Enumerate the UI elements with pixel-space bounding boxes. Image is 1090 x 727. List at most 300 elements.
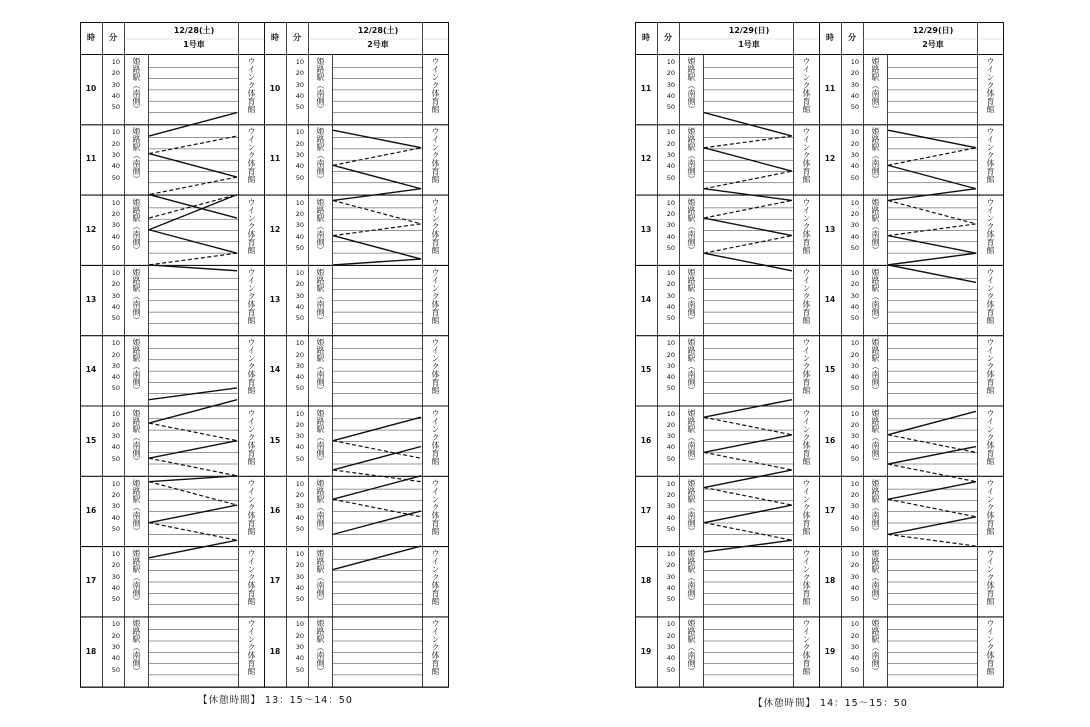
shuttle-trip-line bbox=[704, 400, 792, 418]
hour-label: 17 bbox=[824, 505, 836, 515]
minute-label: 20 bbox=[850, 420, 859, 429]
station-label-wink-gym: ウインク体育館 bbox=[247, 408, 256, 465]
station-label-himeji: 姫路駅（南側） bbox=[316, 338, 325, 395]
minute-label: 40 bbox=[850, 373, 859, 382]
date-header: 12/29(日) bbox=[912, 26, 954, 35]
minute-label: 20 bbox=[850, 209, 859, 218]
break-time-note-dec28 bbox=[198, 692, 353, 706]
shuttle-trip-line bbox=[333, 236, 421, 259]
minute-label: 50 bbox=[111, 384, 120, 393]
minute-label: 20 bbox=[295, 631, 304, 640]
minute-label: 20 bbox=[850, 491, 859, 500]
minute-label: 20 bbox=[111, 280, 120, 289]
minute-label: 50 bbox=[850, 103, 859, 112]
minute-label: 50 bbox=[111, 243, 120, 252]
shuttle-trip-line bbox=[704, 452, 792, 470]
shuttle-trip-line bbox=[333, 130, 421, 148]
minute-label: 50 bbox=[295, 665, 304, 674]
minute-label: 20 bbox=[666, 561, 675, 570]
shuttle-trip-line bbox=[888, 265, 976, 283]
hour-label: 16 bbox=[824, 435, 836, 445]
hour-label: 13 bbox=[269, 295, 281, 305]
station-label-wink-gym: ウインク体育館 bbox=[247, 478, 256, 535]
minute-label: 30 bbox=[111, 432, 120, 441]
minute-label: 40 bbox=[111, 162, 120, 171]
minute-label: 40 bbox=[666, 162, 675, 171]
hour-label: 15 bbox=[85, 435, 97, 445]
minute-label: 40 bbox=[850, 584, 859, 592]
minute-label: 20 bbox=[111, 209, 120, 218]
station-label-wink-gym: ウインク体育館 bbox=[247, 197, 256, 254]
minute-label: 20 bbox=[850, 139, 859, 148]
minute-label: 30 bbox=[850, 291, 859, 300]
minute-label: 10 bbox=[666, 198, 675, 207]
shuttle-trip-line bbox=[333, 224, 421, 236]
minute-label: 10 bbox=[850, 339, 859, 348]
minute-label: 50 bbox=[666, 103, 675, 112]
minute-label: 50 bbox=[111, 173, 120, 182]
station-label-himeji: 姫路駅（南側） bbox=[132, 549, 141, 606]
shuttle-trip-line bbox=[149, 423, 237, 441]
minute-label: 30 bbox=[666, 150, 675, 159]
minute-label: 30 bbox=[850, 150, 859, 159]
hour-label: 17 bbox=[269, 576, 281, 586]
timetable-page-dec29 bbox=[635, 22, 1003, 687]
minute-label: 50 bbox=[666, 454, 675, 463]
minute-label: 10 bbox=[666, 409, 675, 418]
minute-label: 50 bbox=[111, 665, 120, 674]
minute-label: 50 bbox=[666, 525, 675, 533]
shuttle-trip-line bbox=[149, 154, 237, 177]
station-label-himeji: 姫路駅（南側） bbox=[316, 57, 325, 113]
minute-label: 30 bbox=[666, 221, 675, 230]
minute-label: 40 bbox=[850, 162, 859, 171]
station-label-himeji: 姫路駅（南側） bbox=[316, 127, 325, 184]
shuttle-trip-line bbox=[333, 511, 421, 534]
minute-label: 50 bbox=[666, 173, 675, 182]
hour-column-header: 時 bbox=[87, 33, 95, 42]
station-label-himeji: 姫路駅（南側） bbox=[687, 478, 696, 535]
minute-label: 10 bbox=[666, 128, 675, 137]
station-label-himeji: 姫路駅（南側） bbox=[687, 197, 696, 254]
minute-label: 40 bbox=[666, 232, 675, 241]
minute-label: 10 bbox=[111, 58, 120, 66]
station-label-wink-gym: ウインク体育館 bbox=[247, 57, 256, 113]
minute-label: 30 bbox=[111, 643, 120, 651]
minute-label: 40 bbox=[666, 513, 675, 522]
bus-number-header: 2号車 bbox=[367, 40, 389, 49]
shuttle-trip-line bbox=[888, 534, 976, 546]
minute-label: 20 bbox=[666, 631, 675, 640]
minute-column-header: 分 bbox=[848, 33, 856, 42]
minute-label: 10 bbox=[666, 550, 675, 559]
shuttle-trip-line bbox=[888, 200, 976, 223]
minute-label: 30 bbox=[666, 361, 675, 370]
minute-label: 30 bbox=[666, 291, 675, 300]
shuttle-trip-line bbox=[149, 136, 237, 154]
minute-label: 50 bbox=[666, 665, 675, 674]
station-label-himeji: 姫路駅（南側） bbox=[871, 408, 880, 465]
minute-label: 50 bbox=[111, 525, 120, 533]
hour-label: 12 bbox=[640, 154, 652, 164]
shuttle-trip-line bbox=[704, 200, 792, 218]
shuttle-trip-line bbox=[333, 417, 421, 440]
minute-column-header: 分 bbox=[109, 33, 117, 42]
shuttle-trip-line bbox=[888, 499, 976, 517]
minute-label: 40 bbox=[111, 584, 120, 592]
minute-label: 20 bbox=[295, 209, 304, 218]
station-label-himeji: 姫路駅（南側） bbox=[132, 338, 141, 395]
station-label-wink-gym: ウインク体育館 bbox=[802, 127, 811, 184]
shuttle-trip-line bbox=[149, 195, 237, 230]
minute-label: 30 bbox=[850, 221, 859, 230]
shuttle-trip-line bbox=[704, 171, 792, 189]
minute-label: 40 bbox=[295, 513, 304, 522]
station-label-wink-gym: ウインク体育館 bbox=[986, 338, 995, 395]
station-label-himeji: 姫路駅（南側） bbox=[871, 338, 880, 395]
minute-label: 40 bbox=[111, 302, 120, 311]
minute-label: 20 bbox=[850, 350, 859, 359]
minute-label: 30 bbox=[111, 80, 120, 89]
hour-label: 14 bbox=[85, 365, 97, 375]
hour-label: 15 bbox=[640, 365, 652, 375]
minute-label: 50 bbox=[850, 384, 859, 393]
minute-label: 40 bbox=[666, 373, 675, 382]
minute-label: 50 bbox=[850, 314, 859, 323]
minute-label: 40 bbox=[666, 654, 675, 663]
minute-label: 30 bbox=[850, 80, 859, 89]
break-time-value: 14：15～15：50 bbox=[820, 698, 908, 709]
shuttle-trip-line bbox=[333, 447, 421, 470]
station-label-wink-gym: ウインク体育館 bbox=[802, 197, 811, 254]
hour-label: 15 bbox=[824, 365, 836, 375]
minute-label: 10 bbox=[295, 268, 304, 277]
station-label-himeji: 姫路駅（南側） bbox=[871, 197, 880, 254]
station-label-wink-gym: ウインク体育館 bbox=[431, 338, 440, 395]
minute-label: 50 bbox=[111, 103, 120, 112]
minute-label: 10 bbox=[666, 339, 675, 348]
shuttle-trip-line bbox=[888, 236, 976, 254]
station-label-himeji: 姫路駅（南側） bbox=[316, 478, 325, 535]
minute-label: 40 bbox=[295, 162, 304, 171]
bus-number-header: 1号車 bbox=[738, 40, 760, 49]
minute-label: 50 bbox=[295, 173, 304, 182]
hour-label: 17 bbox=[640, 505, 652, 515]
minute-label: 20 bbox=[295, 139, 304, 148]
minute-label: 40 bbox=[295, 302, 304, 311]
minute-label: 10 bbox=[850, 550, 859, 559]
minute-label: 50 bbox=[850, 173, 859, 182]
station-label-wink-gym: ウインク体育館 bbox=[247, 127, 256, 184]
minute-label: 40 bbox=[850, 91, 859, 100]
break-time-value: 13：15～14：50 bbox=[265, 695, 353, 706]
minute-label: 10 bbox=[666, 58, 675, 66]
shuttle-trip-line bbox=[704, 236, 792, 254]
minute-label: 30 bbox=[295, 291, 304, 300]
station-label-wink-gym: ウインク体育館 bbox=[986, 127, 995, 184]
minute-label: 50 bbox=[111, 314, 120, 323]
station-label-wink-gym: ウインク体育館 bbox=[986, 57, 995, 113]
shuttle-trip-line bbox=[704, 148, 792, 171]
minute-label: 10 bbox=[295, 550, 304, 559]
station-label-wink-gym: ウインク体育館 bbox=[431, 267, 440, 324]
hour-label: 17 bbox=[85, 576, 97, 586]
minute-label: 40 bbox=[295, 584, 304, 592]
station-label-wink-gym: ウインク体育館 bbox=[802, 338, 811, 395]
minute-label: 10 bbox=[666, 268, 675, 277]
shuttle-trip-line bbox=[888, 224, 976, 236]
minute-label: 20 bbox=[295, 420, 304, 429]
station-label-wink-gym: ウインク体育館 bbox=[431, 408, 440, 465]
bus-number-header: 1号車 bbox=[183, 40, 205, 49]
shuttle-trip-line bbox=[149, 177, 237, 195]
hour-label: 18 bbox=[85, 646, 97, 656]
station-label-himeji: 姫路駅（南側） bbox=[687, 127, 696, 184]
station-label-wink-gym: ウインク体育館 bbox=[986, 619, 995, 676]
minute-label: 10 bbox=[850, 620, 859, 629]
shuttle-trip-line bbox=[888, 447, 976, 465]
minute-label: 40 bbox=[111, 232, 120, 241]
minute-label: 40 bbox=[666, 91, 675, 100]
shuttle-trip-line bbox=[333, 259, 421, 265]
minute-label: 40 bbox=[295, 373, 304, 382]
minute-label: 30 bbox=[295, 432, 304, 441]
break-time-label: 【休憩時間】 bbox=[198, 695, 262, 706]
station-label-himeji: 姫路駅（南側） bbox=[871, 267, 880, 324]
minute-label: 10 bbox=[295, 339, 304, 348]
minute-label: 20 bbox=[111, 420, 120, 429]
shuttle-trip-line bbox=[149, 523, 237, 541]
minute-label: 30 bbox=[850, 361, 859, 370]
minute-label: 30 bbox=[666, 80, 675, 89]
minute-label: 10 bbox=[111, 128, 120, 137]
shuttle-trip-line bbox=[149, 458, 237, 476]
hour-label: 14 bbox=[824, 295, 836, 305]
minute-label: 10 bbox=[295, 198, 304, 207]
minute-label: 20 bbox=[666, 491, 675, 500]
minute-label: 10 bbox=[111, 339, 120, 348]
minute-label: 10 bbox=[295, 58, 304, 66]
station-label-wink-gym: ウインク体育館 bbox=[802, 408, 811, 465]
minute-label: 30 bbox=[295, 150, 304, 159]
station-label-himeji: 姫路駅（南側） bbox=[316, 619, 325, 676]
minute-label: 50 bbox=[295, 314, 304, 323]
minute-label: 20 bbox=[666, 69, 675, 78]
shuttle-trip-line bbox=[149, 441, 237, 459]
station-label-himeji: 姫路駅（南側） bbox=[871, 619, 880, 676]
hour-label: 12 bbox=[269, 224, 281, 234]
station-label-wink-gym: ウインク体育館 bbox=[802, 619, 811, 676]
hour-label: 18 bbox=[269, 646, 281, 656]
station-label-himeji: 姫路駅（南側） bbox=[316, 549, 325, 606]
minute-label: 10 bbox=[111, 550, 120, 559]
shuttle-trip-line bbox=[888, 464, 976, 482]
minute-label: 40 bbox=[111, 654, 120, 663]
shuttle-trip-line bbox=[333, 200, 421, 223]
station-label-himeji: 姫路駅（南側） bbox=[132, 478, 141, 535]
minute-label: 50 bbox=[666, 595, 675, 604]
minute-label: 10 bbox=[850, 268, 859, 277]
shuttle-trip-line bbox=[704, 253, 792, 271]
date-header: 12/28(土) bbox=[173, 26, 215, 35]
minute-label: 50 bbox=[295, 595, 304, 604]
minute-label: 20 bbox=[666, 280, 675, 289]
minute-label: 50 bbox=[666, 243, 675, 252]
shuttle-trip-line bbox=[704, 505, 792, 523]
shuttle-trip-line bbox=[333, 148, 421, 166]
shuttle-trip-line bbox=[704, 488, 792, 506]
shuttle-trip-line bbox=[704, 435, 792, 453]
minute-label: 40 bbox=[850, 443, 859, 452]
shuttle-trip-line bbox=[333, 165, 421, 188]
minute-label: 30 bbox=[850, 432, 859, 441]
minute-label: 50 bbox=[295, 243, 304, 252]
minute-label: 40 bbox=[295, 91, 304, 100]
hour-label: 10 bbox=[85, 84, 97, 94]
station-label-himeji: 姫路駅（南側） bbox=[132, 127, 141, 184]
minute-label: 30 bbox=[850, 643, 859, 651]
minute-label: 10 bbox=[850, 198, 859, 207]
shuttle-trip-line bbox=[888, 482, 976, 500]
station-label-himeji: 姫路駅（南側） bbox=[687, 338, 696, 395]
shuttle-trip-line bbox=[149, 482, 237, 505]
minute-label: 20 bbox=[666, 350, 675, 359]
minute-label: 20 bbox=[850, 69, 859, 78]
hour-label: 10 bbox=[269, 84, 281, 94]
shuttle-trip-line bbox=[704, 470, 792, 488]
minute-label: 50 bbox=[850, 454, 859, 463]
minute-label: 40 bbox=[295, 232, 304, 241]
minute-label: 40 bbox=[111, 91, 120, 100]
hour-label: 12 bbox=[85, 224, 97, 234]
minute-label: 20 bbox=[111, 69, 120, 78]
station-label-himeji: 姫路駅（南側） bbox=[687, 549, 696, 606]
minute-label: 40 bbox=[850, 232, 859, 241]
station-label-himeji: 姫路駅（南側） bbox=[316, 408, 325, 465]
minute-label: 20 bbox=[850, 631, 859, 640]
station-label-himeji: 姫路駅（南側） bbox=[871, 478, 880, 535]
minute-label: 20 bbox=[295, 561, 304, 570]
station-label-wink-gym: ウインク体育館 bbox=[986, 549, 995, 606]
station-label-wink-gym: ウインク体育館 bbox=[247, 267, 256, 324]
minute-label: 30 bbox=[111, 150, 120, 159]
minute-label: 50 bbox=[666, 384, 675, 393]
minute-label: 10 bbox=[111, 620, 120, 629]
station-label-himeji: 姫路駅（南側） bbox=[316, 197, 325, 254]
hour-label: 12 bbox=[824, 154, 836, 164]
station-label-himeji: 姫路駅（南側） bbox=[132, 57, 141, 113]
hour-label: 16 bbox=[85, 505, 97, 515]
hour-label: 18 bbox=[640, 576, 652, 586]
station-label-wink-gym: ウインク体育館 bbox=[986, 408, 995, 465]
station-label-himeji: 姫路駅（南側） bbox=[132, 197, 141, 254]
hour-label: 11 bbox=[85, 154, 97, 164]
hour-label: 14 bbox=[269, 365, 281, 375]
minute-label: 30 bbox=[666, 572, 675, 581]
station-label-wink-gym: ウインク体育館 bbox=[802, 549, 811, 606]
station-label-wink-gym: ウインク体育館 bbox=[431, 619, 440, 676]
station-label-wink-gym: ウインク体育館 bbox=[986, 197, 995, 254]
hour-label: 19 bbox=[640, 646, 652, 656]
station-label-himeji: 姫路駅（南側） bbox=[132, 267, 141, 324]
minute-label: 40 bbox=[666, 302, 675, 311]
minute-label: 10 bbox=[295, 128, 304, 137]
minute-label: 40 bbox=[666, 443, 675, 452]
minute-label: 10 bbox=[850, 128, 859, 137]
hour-label: 11 bbox=[640, 84, 652, 94]
hour-label: 14 bbox=[640, 295, 652, 305]
minute-label: 50 bbox=[295, 384, 304, 393]
minute-label: 40 bbox=[111, 443, 120, 452]
minute-label: 50 bbox=[850, 595, 859, 604]
station-label-himeji: 姫路駅（南側） bbox=[132, 408, 141, 465]
minute-label: 20 bbox=[850, 280, 859, 289]
station-label-himeji: 姫路駅（南側） bbox=[132, 619, 141, 676]
hour-column-header: 時 bbox=[642, 33, 650, 42]
station-label-wink-gym: ウインク体育館 bbox=[431, 549, 440, 606]
minute-label: 30 bbox=[295, 502, 304, 511]
station-label-wink-gym: ウインク体育館 bbox=[431, 197, 440, 254]
minute-label: 30 bbox=[666, 502, 675, 511]
minute-label: 20 bbox=[295, 69, 304, 78]
station-label-wink-gym: ウインク体育館 bbox=[431, 478, 440, 535]
minute-label: 40 bbox=[295, 654, 304, 663]
hour-label: 16 bbox=[269, 505, 281, 515]
hour-label: 19 bbox=[824, 646, 836, 656]
minute-label: 20 bbox=[295, 350, 304, 359]
minute-label: 50 bbox=[850, 243, 859, 252]
minute-label: 10 bbox=[295, 409, 304, 418]
shuttle-trip-line bbox=[149, 540, 237, 558]
minute-label: 10 bbox=[111, 268, 120, 277]
minute-label: 40 bbox=[666, 584, 675, 592]
shuttle-trip-line bbox=[149, 505, 237, 523]
hour-label: 15 bbox=[269, 435, 281, 445]
station-label-wink-gym: ウインク体育館 bbox=[986, 478, 995, 535]
minute-label: 10 bbox=[295, 620, 304, 629]
minute-label: 30 bbox=[295, 361, 304, 370]
minute-label: 50 bbox=[295, 525, 304, 533]
minute-label: 30 bbox=[295, 80, 304, 89]
minute-label: 20 bbox=[295, 491, 304, 500]
minute-label: 10 bbox=[295, 479, 304, 488]
minute-label: 20 bbox=[850, 561, 859, 570]
hour-label: 13 bbox=[85, 295, 97, 305]
minute-label: 10 bbox=[850, 409, 859, 418]
minute-label: 20 bbox=[295, 280, 304, 289]
minute-label: 30 bbox=[111, 361, 120, 370]
minute-label: 30 bbox=[666, 432, 675, 441]
minute-label: 40 bbox=[111, 373, 120, 382]
shuttle-trip-line bbox=[704, 218, 792, 236]
station-label-wink-gym: ウインク体育館 bbox=[431, 127, 440, 184]
shuttle-trip-line bbox=[888, 253, 976, 265]
station-label-wink-gym: ウインク体育館 bbox=[247, 549, 256, 606]
minute-label: 10 bbox=[850, 479, 859, 488]
station-label-wink-gym: ウインク体育館 bbox=[802, 57, 811, 113]
minute-label: 20 bbox=[111, 561, 120, 570]
break-time-label: 【休憩時間】 bbox=[753, 698, 817, 709]
hour-label: 13 bbox=[824, 224, 836, 234]
station-label-wink-gym: ウインク体育館 bbox=[802, 267, 811, 324]
hour-column-header: 時 bbox=[826, 33, 834, 42]
minute-label: 50 bbox=[666, 314, 675, 323]
minute-label: 30 bbox=[111, 572, 120, 581]
minute-label: 10 bbox=[850, 58, 859, 66]
minute-label: 20 bbox=[111, 139, 120, 148]
hour-label: 13 bbox=[640, 224, 652, 234]
minute-label: 30 bbox=[111, 502, 120, 511]
